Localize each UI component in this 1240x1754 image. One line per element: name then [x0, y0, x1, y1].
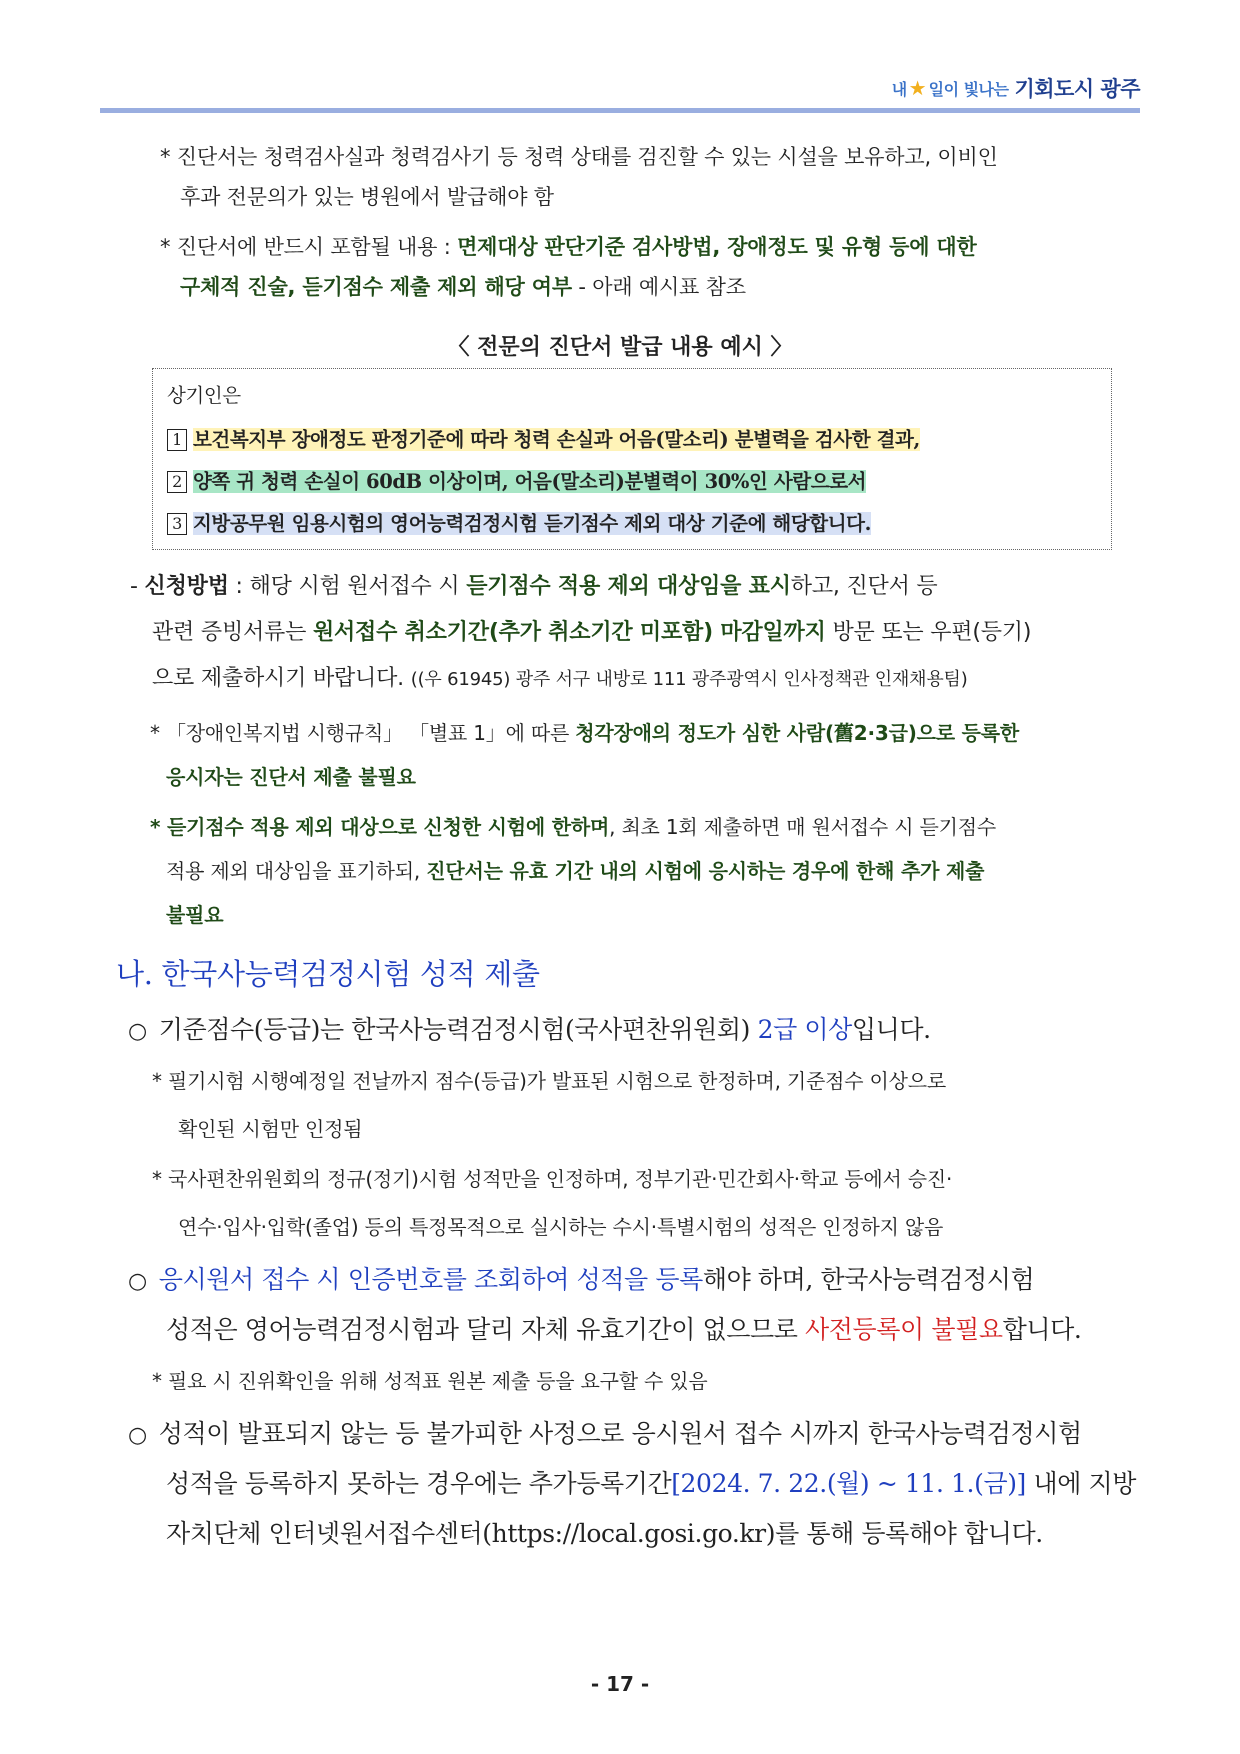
- apply-note-1-line-2: 응시자는 진단서 제출 불필요: [166, 765, 416, 789]
- note-1-line-2: 후과 전문의가 있는 병원에서 발급해야 함: [180, 185, 554, 209]
- item-1-note-2-line-1: * 국사편찬위원회의 정규(정기)시험 성적만을 인정하며, 정부기관·민간회사·학교 등에서 승진·: [152, 1167, 953, 1191]
- note-2-line-1: * 진단서에 반드시 포함될 내용 : 면제대상 판단기준 검사방법, 장애정도 및 유형 등에 대한: [160, 235, 977, 259]
- example-intro: 상기인은: [167, 384, 241, 407]
- example-box: [152, 368, 1112, 550]
- example-item-3: 3 지방공무원 임용시험의 영어능력검정시험 듣기점수 제외 대상 기준에 해당합니다.: [167, 509, 871, 539]
- star-icon: ★: [908, 76, 927, 100]
- example-item-2: 2 양쪽 귀 청력 손실이 60dB 이상이며, 어음(말소리)분별력이 30%인 사람으로서: [167, 467, 866, 497]
- item-1-note-2-line-2: 연수·입사·입학(졸업) 등의 특정목적으로 실시하는 수시·특별시험의 성적은 인정하지 않음: [178, 1215, 944, 1239]
- section-title: 나. 한국사능력검정시험 성적 제출: [116, 957, 540, 991]
- item-2-line-1: ○ 응시원서 접수 시 인증번호를 조회하여 성적을 등록해야 하며, 한국사능력검정시험: [128, 1265, 1035, 1294]
- apply-line-3: 으로 제출하시기 바랍니다. ((우 61945) 광주 서구 내방로 111 광주광역시 인사정책관 인재채용팀): [152, 666, 968, 691]
- apply-line-1: - 신청방법 : 해당 시험 원서접수 시 듣기점수 적용 제외 대상임을 표시하고, 진단서 등: [130, 574, 938, 599]
- circle-bullet-icon: ○: [128, 1269, 147, 1294]
- apply-note-2-line-1: * 듣기점수 적용 제외 대상으로 신청한 시험에 한하며, 최초 1회 제출하면 매 원서접수 시 듣기점수: [150, 815, 996, 839]
- logo-prefix: 내: [891, 79, 907, 99]
- item-1: ○ 기준점수(등급)는 한국사능력검정시험(국사편찬위원회) 2급 이상입니다.: [128, 1015, 931, 1044]
- apply-line-2: 관련 증빙서류는 원서접수 취소기간(추가 취소기간 미포함) 마감일까지 방문 또는 우편(등기): [152, 620, 1032, 645]
- item-3-line-3: 자치단체 인터넷원서접수센터(https://local.gosi.go.kr)를 통해 등록해야 합니다.: [166, 1519, 1043, 1548]
- apply-note-2-line-2: 적용 제외 대상임을 표기하되, 진단서는 유효 기간 내의 시험에 응시하는 경우에 한해 추가 제출: [166, 859, 985, 883]
- logo-middle: 일이 빛나는: [928, 79, 1009, 99]
- item-3-line-2: 성적을 등록하지 못하는 경우에는 추가등록기간[2024. 7. 22.(월) ~ 11. 1.(금)] 내에 지방: [166, 1469, 1137, 1498]
- item-1-note-1-line-1: * 필기시험 시행예정일 전날까지 점수(등급)가 발표된 시험으로 한정하며, 기준점수 이상으로: [152, 1069, 947, 1093]
- example-item-1: 1 보건복지부 장애정도 판정기준에 따라 청력 손실과 어음(말소리) 분별력을 검사한 결과,: [167, 425, 920, 455]
- example-title: 〈 전문의 진단서 발급 내용 예시 〉: [447, 335, 793, 360]
- apply-note-2-line-3: 불필요: [166, 903, 224, 927]
- logo-main: 기회도시 광주: [1014, 77, 1140, 101]
- apply-note-1-line-1: * 「장애인복지법 시행규칙」 「별표 1」에 따른 청각장애의 정도가 심한 사람(舊2·3급)으로 등록한: [150, 721, 1020, 745]
- header-logo: [892, 70, 1140, 106]
- circle-bullet-icon: ○: [128, 1019, 147, 1044]
- header-rule: [100, 108, 1140, 113]
- item-1-note-1-line-2: 확인된 시험만 인정됨: [178, 1117, 363, 1141]
- item-2-note: * 필요 시 진위확인을 위해 성적표 원본 제출 등을 요구할 수 있음: [152, 1369, 708, 1393]
- item-2-line-2: 성적은 영어능력검정시험과 달리 자체 유효기간이 없으므로 사전등록이 불필요합니다.: [166, 1315, 1082, 1344]
- note-2-line-2: 구체적 진술, 듣기점수 제출 제외 해당 여부 - 아래 예시표 참조: [180, 275, 746, 299]
- page-number: - 17 -: [590, 1672, 650, 1696]
- circle-bullet-icon: ○: [128, 1423, 147, 1448]
- item-3-line-1: ○ 성적이 발표되지 않는 등 불가피한 사정으로 응시원서 접수 시까지 한국사능력검정시험: [128, 1419, 1082, 1448]
- note-1-line-1: * 진단서는 청력검사실과 청력검사기 등 청력 상태를 검진할 수 있는 시설을 보유하고, 이비인: [160, 145, 998, 169]
